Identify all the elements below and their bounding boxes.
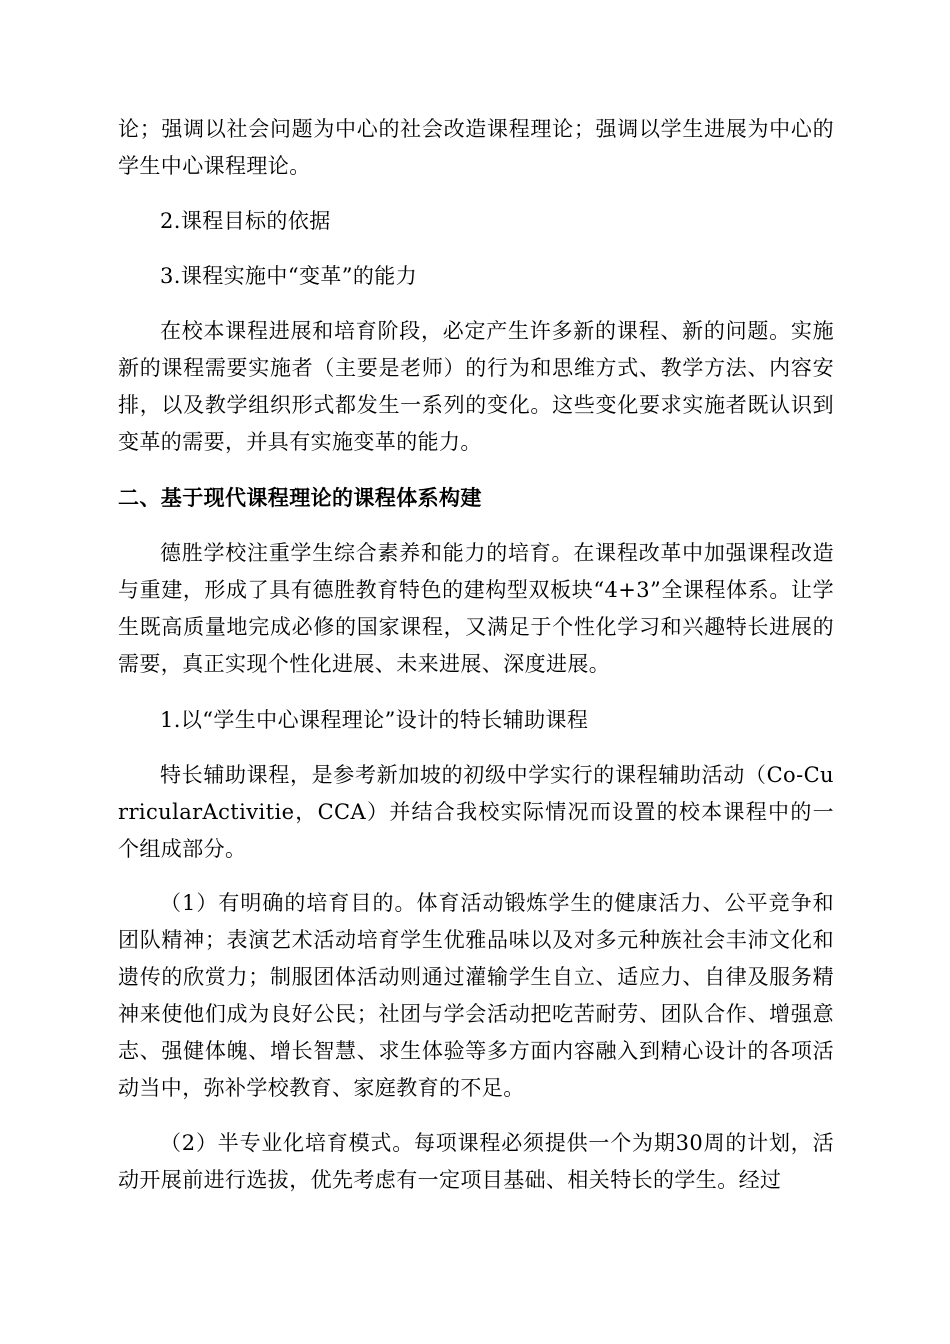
paragraph-continuation: 论；强调以社会问题为中心的社会改造课程理论；强调以学生进展为中心的学生中心课程理论。: [118, 117, 834, 178]
section-heading-curriculum-system: 二、基于现代课程理论的课程体系构建: [118, 486, 482, 510]
paragraph-school-curriculum-change: 在校本课程进展和培育阶段，必定产生许多新的课程、新的问题。实施新的课程需要实施者（主要是老师）的行为和思维方式、教学方法、内容安排，以及教学组织形式都发生一系列的变化。这些变化要求实施者既认识到变革的需要，并具有实施变革的能力。: [118, 319, 834, 454]
paragraph-semi-professional-mode: （2）半专业化培育模式。每项课程必须提供一个为期30周的计划，活动开展前进行选拔，优先考虑有一定项目基础、相关特长的学生。经过: [118, 1131, 834, 1192]
paragraph-clear-training-goal: （1）有明确的培育目的。体育活动锻炼学生的健康活力、公平竞争和团队精神；表演艺术活动培育学生优雅品味以及对多元种族社会丰沛文化和遗传的欣赏力；制服团体活动则通过灌输学生自立、适应力、自律及服务精神来使他们成为良好公民；社团与学会活动把吃苦耐劳、团队合作、增强意志、强健体魄、增长智慧、求生体验等多方面内容融入到精心设计的各项活动当中，弥补学校教育、家庭教育的不足。: [118, 891, 834, 1100]
subheading-curriculum-change-ability: 3.课程实施中“变革”的能力: [160, 264, 418, 288]
paragraph-desheng-school: 德胜学校注重学生综合素养和能力的培育。在课程改革中加强课程改造与重建，形成了具有德胜教育特色的建构型双板块“4+3”全课程体系。让学生既高质量地完成必修的国家课程，又满足于个性化学习和兴趣特长进展的需要，真正实现个性化进展、未来进展、深度进展。: [118, 541, 834, 676]
subheading-curriculum-goal-basis: 2.课程目标的依据: [160, 209, 331, 233]
subheading-specialty-courses: 1.以“学生中心课程理论”设计的特长辅助课程: [160, 708, 589, 732]
paragraph-specialty-courses-intro: 特长辅助课程，是参考新加坡的初级中学实行的课程辅助活动（Co-CurricularActivitie，CCA）并结合我校实际情况而设置的校本课程中的一个组成部分。: [118, 763, 834, 861]
